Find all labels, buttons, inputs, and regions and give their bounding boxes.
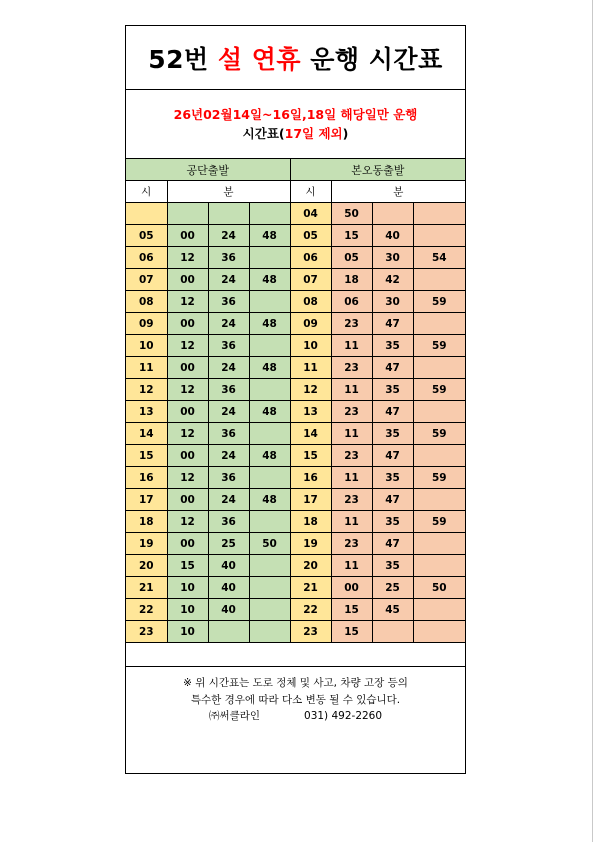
left-minute-cell: 36 (208, 247, 249, 269)
subtitle-prefix: 시간표( (242, 126, 285, 141)
title-holiday: 설 연휴 (217, 44, 302, 74)
left-minute-cell: 12 (167, 423, 208, 445)
left-hour-cell: 11 (126, 357, 167, 379)
column-header-row (126, 181, 465, 203)
table-row (126, 423, 465, 445)
table-row (126, 533, 465, 555)
timetable-sheet (125, 25, 466, 774)
right-minute-cell: 35 (372, 335, 413, 357)
blank-row (126, 643, 465, 667)
table-row (126, 577, 465, 599)
right-minute-cell (413, 269, 465, 291)
right-minute-cell: 35 (372, 555, 413, 577)
left-hour-cell: 05 (126, 225, 167, 247)
right-minute-cell: 59 (413, 423, 465, 445)
right-minute-cell: 47 (372, 357, 413, 379)
subtitle (126, 90, 465, 158)
right-minute-cell: 11 (331, 555, 372, 577)
left-minute-cell: 36 (208, 379, 249, 401)
left-minute-cell (208, 203, 249, 225)
table-row (126, 445, 465, 467)
right-minute-cell: 59 (413, 379, 465, 401)
right-minute-cell: 54 (413, 247, 465, 269)
left-minute-cell: 00 (167, 357, 208, 379)
right-minute-cell (413, 555, 465, 577)
notice-line1: ※ 위 시간표는 도로 정체 및 사고, 차량 고장 등의 (183, 677, 408, 689)
left-minute-cell: 12 (167, 511, 208, 533)
right-minute-cell: 11 (331, 379, 372, 401)
left-minute-cell (249, 379, 290, 401)
right-minute-cell: 47 (372, 445, 413, 467)
right-minute-cell: 59 (413, 335, 465, 357)
left-minute-cell: 24 (208, 357, 249, 379)
table-row (126, 203, 465, 225)
right-minute-cell: 40 (372, 225, 413, 247)
left-minute-cell: 36 (208, 423, 249, 445)
company-name: ㈜써클라인 (208, 710, 261, 722)
left-hour-cell: 07 (126, 269, 167, 291)
left-minute-cell: 48 (249, 269, 290, 291)
right-minute-cell: 18 (331, 269, 372, 291)
table-row (126, 247, 465, 269)
right-hour-cell: 10 (290, 335, 331, 357)
right-hour-cell: 06 (290, 247, 331, 269)
right-minute-cell: 25 (372, 577, 413, 599)
subtitle-exception: 17일 제외 (284, 126, 343, 141)
timetable (126, 158, 465, 643)
right-minute-cell: 11 (331, 423, 372, 445)
table-row (126, 467, 465, 489)
left-minute-cell (167, 203, 208, 225)
right-minute-cell (413, 599, 465, 621)
timetable-body (126, 203, 465, 643)
right-minute-cell: 45 (372, 599, 413, 621)
left-minute-cell: 24 (208, 269, 249, 291)
left-minute-cell: 12 (167, 467, 208, 489)
left-hour-cell: 06 (126, 247, 167, 269)
left-minute-cell: 12 (167, 247, 208, 269)
left-hour-cell: 15 (126, 445, 167, 467)
left-minute-cell: 48 (249, 313, 290, 335)
right-minute-cell: 35 (372, 467, 413, 489)
left-minute-cell: 40 (208, 599, 249, 621)
right-minute-cell: 15 (331, 225, 372, 247)
right-hour-cell: 12 (290, 379, 331, 401)
left-hour-cell: 19 (126, 533, 167, 555)
right-hour-cell: 23 (290, 621, 331, 643)
right-minute-cell: 15 (331, 621, 372, 643)
right-minute-cell: 35 (372, 511, 413, 533)
left-minute-cell: 24 (208, 489, 249, 511)
left-hour-cell: 08 (126, 291, 167, 313)
contact-line (126, 708, 465, 725)
right-minute-cell: 35 (372, 423, 413, 445)
left-minute-cell: 36 (208, 291, 249, 313)
right-minute-cell: 23 (331, 313, 372, 335)
right-minute-cell: 23 (331, 533, 372, 555)
right-hour-label: 시 (290, 181, 331, 203)
left-minute-cell: 10 (167, 621, 208, 643)
right-hour-cell: 11 (290, 357, 331, 379)
right-hour-cell: 19 (290, 533, 331, 555)
table-row (126, 401, 465, 423)
right-minute-cell (413, 313, 465, 335)
right-minute-cell (413, 445, 465, 467)
left-minute-cell: 40 (208, 577, 249, 599)
right-minute-cell: 11 (331, 335, 372, 357)
left-minute-cell: 24 (208, 401, 249, 423)
right-minute-label: 분 (331, 181, 465, 203)
left-minute-cell: 00 (167, 269, 208, 291)
left-hour-cell (126, 203, 167, 225)
left-hour-cell: 22 (126, 599, 167, 621)
right-hour-cell: 15 (290, 445, 331, 467)
left-minute-cell (249, 511, 290, 533)
left-minute-cell (249, 621, 290, 643)
left-minute-cell: 36 (208, 335, 249, 357)
left-minute-cell (249, 335, 290, 357)
right-minute-cell: 59 (413, 511, 465, 533)
left-minute-cell (249, 203, 290, 225)
right-minute-cell (372, 621, 413, 643)
left-minute-cell: 36 (208, 511, 249, 533)
table-row (126, 335, 465, 357)
left-minute-cell: 48 (249, 489, 290, 511)
subtitle-suffix: ) (342, 126, 349, 141)
title-suffix: 운행 시간표 (310, 44, 443, 74)
right-minute-cell: 30 (372, 247, 413, 269)
left-minute-cell: 40 (208, 555, 249, 577)
left-minute-cell (249, 467, 290, 489)
right-minute-cell: 59 (413, 291, 465, 313)
left-minute-cell: 25 (208, 533, 249, 555)
left-hour-cell: 16 (126, 467, 167, 489)
left-hour-cell: 14 (126, 423, 167, 445)
table-row (126, 357, 465, 379)
right-hour-cell: 04 (290, 203, 331, 225)
notice (126, 667, 465, 725)
left-hour-cell: 09 (126, 313, 167, 335)
table-row (126, 489, 465, 511)
right-minute-cell: 23 (331, 401, 372, 423)
right-minute-cell (413, 621, 465, 643)
right-minute-cell: 00 (331, 577, 372, 599)
table-row (126, 379, 465, 401)
left-minute-cell: 24 (208, 445, 249, 467)
table-row (126, 555, 465, 577)
right-hour-cell: 07 (290, 269, 331, 291)
direction-header-row (126, 159, 465, 181)
page-title (126, 26, 465, 90)
right-minute-cell: 47 (372, 313, 413, 335)
right-minute-cell: 15 (331, 599, 372, 621)
left-hour-cell: 10 (126, 335, 167, 357)
right-minute-cell (413, 489, 465, 511)
left-minute-cell: 24 (208, 313, 249, 335)
table-row (126, 511, 465, 533)
right-minute-cell (413, 357, 465, 379)
right-minute-cell (413, 401, 465, 423)
table-row (126, 225, 465, 247)
right-hour-cell: 21 (290, 577, 331, 599)
table-row (126, 269, 465, 291)
left-minute-cell: 12 (167, 291, 208, 313)
right-hour-cell: 16 (290, 467, 331, 489)
right-minute-cell: 59 (413, 467, 465, 489)
left-hour-label: 시 (126, 181, 167, 203)
right-direction-header: 본오동출발 (290, 159, 465, 181)
right-hour-cell: 14 (290, 423, 331, 445)
right-minute-cell: 47 (372, 533, 413, 555)
right-hour-cell: 05 (290, 225, 331, 247)
right-minute-cell: 35 (372, 379, 413, 401)
left-minute-cell: 00 (167, 313, 208, 335)
left-hour-cell: 13 (126, 401, 167, 423)
left-minute-cell: 36 (208, 467, 249, 489)
left-minute-cell: 50 (249, 533, 290, 555)
left-minute-cell: 10 (167, 599, 208, 621)
table-row (126, 599, 465, 621)
right-minute-cell: 11 (331, 467, 372, 489)
right-minute-cell (413, 225, 465, 247)
left-minute-cell: 48 (249, 401, 290, 423)
right-minute-cell: 47 (372, 401, 413, 423)
left-minute-cell: 00 (167, 445, 208, 467)
table-row (126, 291, 465, 313)
left-minute-cell: 12 (167, 335, 208, 357)
right-minute-cell: 50 (413, 577, 465, 599)
left-direction-header: 공단출발 (126, 159, 290, 181)
right-hour-cell: 18 (290, 511, 331, 533)
right-minute-cell (372, 203, 413, 225)
subtitle-dates: 26년02월14일~16일,18일 해당일만 운행 (173, 107, 418, 122)
right-hour-cell: 20 (290, 555, 331, 577)
right-hour-cell: 09 (290, 313, 331, 335)
left-minute-cell (208, 621, 249, 643)
right-minute-cell: 23 (331, 357, 372, 379)
right-minute-cell: 42 (372, 269, 413, 291)
left-hour-cell: 20 (126, 555, 167, 577)
notice-line2: 특수한 경우에 따라 다소 변동 될 수 있습니다. (190, 693, 401, 706)
left-hour-cell: 17 (126, 489, 167, 511)
subtitle-line2 (243, 124, 349, 143)
left-minute-cell (249, 577, 290, 599)
left-minute-cell: 00 (167, 533, 208, 555)
left-minute-cell (249, 247, 290, 269)
left-minute-label: 분 (167, 181, 290, 203)
left-minute-cell (249, 555, 290, 577)
left-minute-cell (249, 599, 290, 621)
left-minute-cell: 10 (167, 577, 208, 599)
left-minute-cell: 15 (167, 555, 208, 577)
right-minute-cell: 30 (372, 291, 413, 313)
left-minute-cell: 00 (167, 401, 208, 423)
left-hour-cell: 21 (126, 577, 167, 599)
right-minute-cell: 50 (331, 203, 372, 225)
left-hour-cell: 23 (126, 621, 167, 643)
left-minute-cell: 00 (167, 225, 208, 247)
right-minute-cell: 11 (331, 511, 372, 533)
table-row (126, 621, 465, 643)
left-minute-cell (249, 423, 290, 445)
phone-number: 031) 492-2260 (304, 710, 383, 722)
right-hour-cell: 13 (290, 401, 331, 423)
title-route: 52번 (148, 44, 209, 74)
left-minute-cell: 48 (249, 445, 290, 467)
left-minute-cell: 48 (249, 357, 290, 379)
table-row (126, 313, 465, 335)
left-minute-cell (249, 291, 290, 313)
left-hour-cell: 18 (126, 511, 167, 533)
right-minute-cell: 23 (331, 445, 372, 467)
right-minute-cell: 47 (372, 489, 413, 511)
left-minute-cell: 48 (249, 225, 290, 247)
left-minute-cell: 12 (167, 379, 208, 401)
right-minute-cell (413, 203, 465, 225)
left-minute-cell: 00 (167, 489, 208, 511)
right-hour-cell: 08 (290, 291, 331, 313)
left-hour-cell: 12 (126, 379, 167, 401)
right-minute-cell: 05 (331, 247, 372, 269)
right-hour-cell: 17 (290, 489, 331, 511)
right-minute-cell: 23 (331, 489, 372, 511)
right-minute-cell (413, 533, 465, 555)
right-hour-cell: 22 (290, 599, 331, 621)
left-minute-cell: 24 (208, 225, 249, 247)
right-minute-cell: 06 (331, 291, 372, 313)
